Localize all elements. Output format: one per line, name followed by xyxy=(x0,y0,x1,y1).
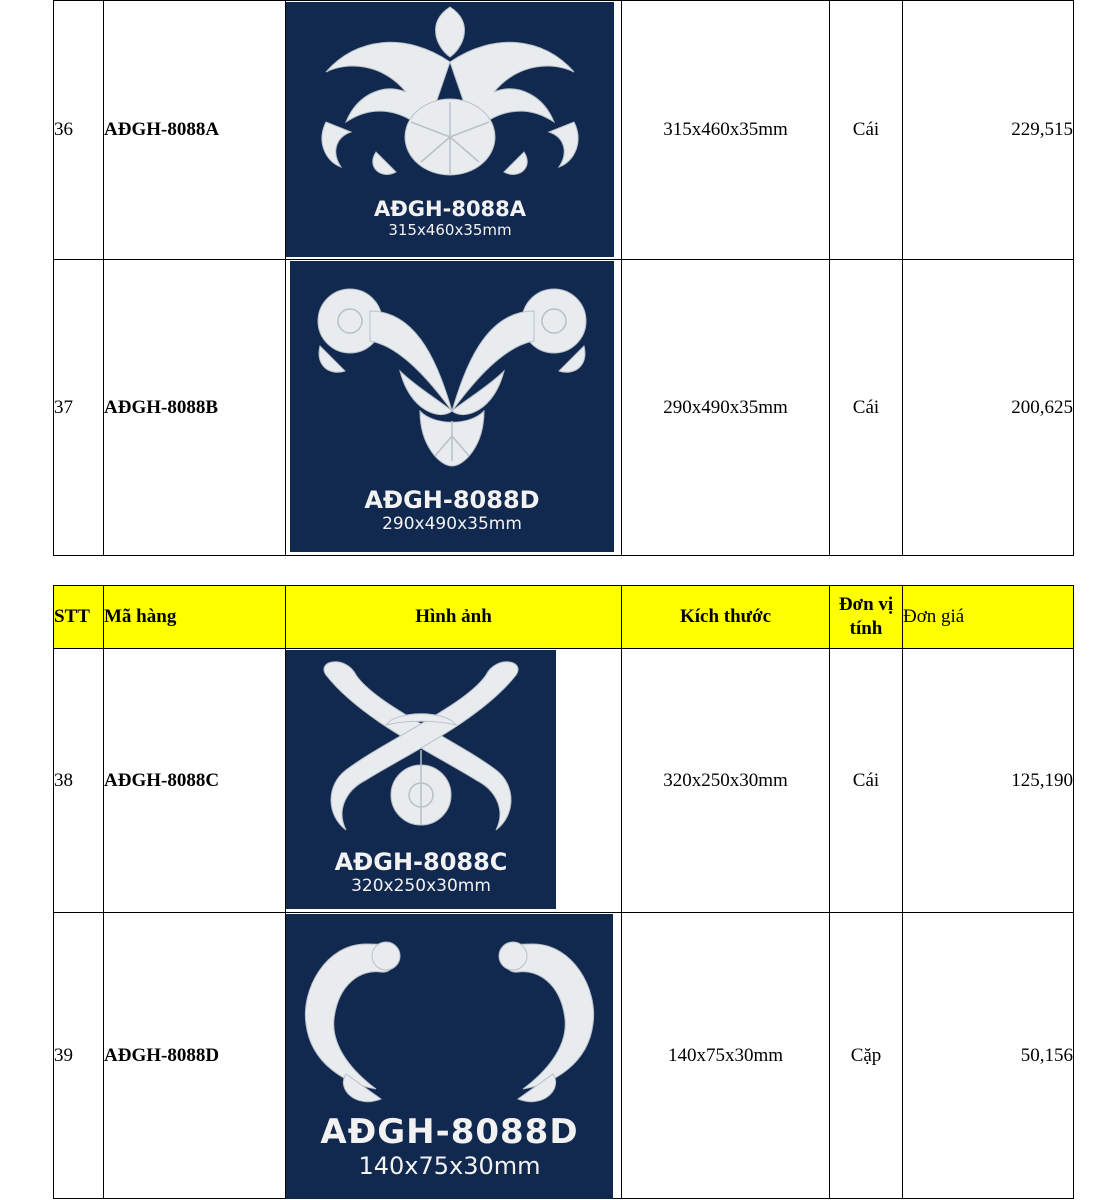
row-size: 320x250x30mm xyxy=(622,649,830,913)
row-stt: 37 xyxy=(54,260,104,556)
row-price: 50,156 xyxy=(903,913,1074,1199)
header-code: Mã hàng xyxy=(104,586,286,649)
image-dims: 290x490x35mm xyxy=(382,514,522,534)
table-row xyxy=(54,260,1074,556)
product-image-cell xyxy=(286,649,622,913)
product-image xyxy=(286,914,613,1199)
row-code: AĐGH-8088C xyxy=(104,649,286,913)
image-dims: 315x460x35mm xyxy=(388,221,512,239)
row-stt: 39 xyxy=(54,913,104,1199)
product-image xyxy=(286,2,614,257)
row-code: AĐGH-8088D xyxy=(104,913,286,1199)
header-unit: Đơn vị tính xyxy=(830,586,903,649)
row-unit: Cái xyxy=(830,649,903,913)
product-image xyxy=(290,261,614,552)
row-code: AĐGH-8088B xyxy=(104,260,286,556)
image-caption xyxy=(290,486,614,534)
image-label: AĐGH-8088A xyxy=(373,197,527,221)
image-caption xyxy=(286,1112,613,1180)
image-caption xyxy=(286,197,614,239)
header-price: Đơn giá xyxy=(903,586,1074,649)
row-unit: Cái xyxy=(830,1,903,260)
price-table-bottom xyxy=(53,585,1074,1199)
header-size: Kích thước xyxy=(622,586,830,649)
row-unit: Cái xyxy=(830,260,903,556)
row-code: AĐGH-8088A xyxy=(104,1,286,260)
price-table-top xyxy=(53,0,1074,556)
ornament-pair-icon xyxy=(286,914,613,1114)
image-label: AĐGH-8088D xyxy=(320,1112,579,1152)
image-label: AĐGH-8088D xyxy=(364,486,540,514)
product-image-cell xyxy=(286,1,622,260)
image-label: AĐGH-8088C xyxy=(334,848,508,876)
ornament-scroll-icon xyxy=(286,650,556,855)
row-stt: 36 xyxy=(54,1,104,260)
table-row xyxy=(54,649,1074,913)
row-price: 200,625 xyxy=(903,260,1074,556)
row-size: 315x460x35mm xyxy=(622,1,830,260)
product-image xyxy=(286,650,556,909)
row-unit: Cặp xyxy=(830,913,903,1199)
table-row xyxy=(54,913,1074,1199)
product-image-cell xyxy=(286,913,622,1199)
row-price: 229,515 xyxy=(903,1,1074,260)
row-size: 290x490x35mm xyxy=(622,260,830,556)
row-price: 125,190 xyxy=(903,649,1074,913)
header-stt: STT xyxy=(54,586,104,649)
image-caption xyxy=(286,848,556,896)
image-dims: 140x75x30mm xyxy=(358,1152,541,1180)
header-image: Hình ảnh xyxy=(286,586,622,649)
ornament-crest-icon xyxy=(286,2,614,202)
row-stt: 38 xyxy=(54,649,104,913)
row-size: 140x75x30mm xyxy=(622,913,830,1199)
image-dims: 320x250x30mm xyxy=(351,876,491,896)
table-header-row xyxy=(54,586,1074,649)
product-image-cell xyxy=(286,260,622,556)
table-row xyxy=(54,1,1074,260)
ornament-flower-icon xyxy=(290,261,614,481)
